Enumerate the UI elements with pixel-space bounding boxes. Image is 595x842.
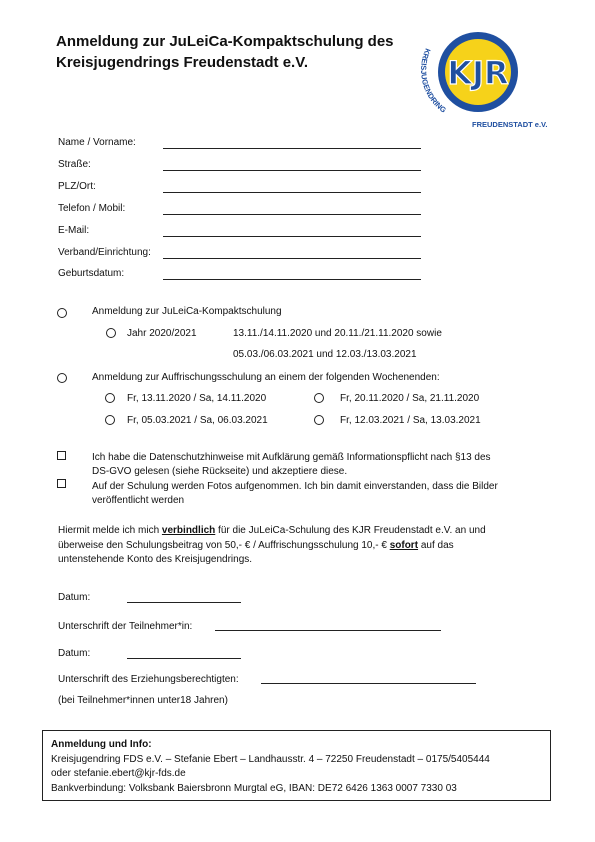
- radio-auffrischung[interactable]: [57, 373, 67, 383]
- field-line-strasse[interactable]: [163, 170, 421, 171]
- auffrischung-label: Anmeldung zur Auffrischungsschulung an einem der folgenden Wochenenden:: [92, 372, 440, 383]
- kompakt-label: Anmeldung zur JuLeiCa-Kompaktschulung: [92, 306, 282, 317]
- declaration-text-a: Hiermit melde ich mich: [58, 525, 162, 536]
- kjr-logo: [412, 26, 548, 130]
- logo-letters: KJR: [447, 54, 509, 92]
- checkbox-datenschutz[interactable]: [57, 451, 66, 460]
- field-label-telefon: Telefon / Mobil:: [58, 203, 126, 214]
- teilnehmer-signature-label: Unterschrift der Teilnehmer*in:: [58, 621, 193, 632]
- option-20-11-2020-label: Fr, 20.11.2020 / Sa, 21.11.2020: [340, 393, 480, 404]
- title-line-2: Kreisjugendrings Freudenstadt e.V.: [56, 54, 309, 71]
- field-line-verband[interactable]: [163, 258, 421, 259]
- field-line-name[interactable]: [163, 148, 421, 149]
- option-13-11-2020-label: Fr, 13.11.2020 / Sa, 14.11.2020: [127, 393, 267, 404]
- erziehung-signature-label: Unterschrift des Erziehungsberechtigten:: [58, 674, 239, 685]
- fotos-line-2: veröffentlicht werden: [92, 495, 185, 506]
- declaration-line-3: untenstehende Konto des Kreisjugendrings.: [58, 554, 253, 565]
- erziehung-signature-line[interactable]: [261, 683, 476, 684]
- age-note: (bei Teilnehmer*innen unter18 Jahren): [58, 695, 228, 706]
- declaration-line-1: [58, 524, 528, 539]
- info-email-line[interactable]: oder stefanie.ebert@kjr-fds.de: [51, 768, 186, 779]
- radio-option-05-03-2021[interactable]: [105, 415, 115, 425]
- radio-jahr-2020-2021[interactable]: [106, 328, 116, 338]
- logo-ring-text-2: FREUDENSTADT e.V.: [472, 120, 548, 129]
- field-line-telefon[interactable]: [163, 214, 421, 215]
- declaration-sofort: sofort: [389, 539, 419, 551]
- kompakt-dates-line-1: 13.11./14.11.2020 und 20.11./21.11.2020 sowie: [233, 328, 442, 339]
- option-12-03-2021-label: Fr, 12.03.2021 / Sa, 13.03.2021: [340, 415, 481, 426]
- declaration-text-b: für die JuLeiCa-Schulung des KJR Freudenstadt e.V. an und: [215, 525, 486, 536]
- checkbox-fotos[interactable]: [57, 479, 66, 488]
- info-box: [42, 730, 551, 801]
- field-label-strasse: Straße:: [58, 159, 91, 170]
- radio-kompaktschulung[interactable]: [57, 308, 67, 318]
- kjr-logo-graphic: [412, 26, 548, 130]
- field-label-plz-ort: PLZ/Ort:: [58, 181, 96, 192]
- kompakt-dates-line-2: 05.03./06.03.2021 und 12.03./13.03.2021: [233, 349, 417, 360]
- declaration-text-d: auf das: [418, 539, 454, 551]
- radio-option-20-11-2020[interactable]: [314, 393, 324, 403]
- logo-ring-text: KREISJUGENDRING: [419, 47, 448, 115]
- radio-option-12-03-2021[interactable]: [314, 415, 324, 425]
- field-line-geburtsdatum[interactable]: [163, 279, 421, 280]
- datum-line-2[interactable]: [127, 658, 241, 659]
- radio-option-13-11-2020[interactable]: [105, 393, 115, 403]
- kompakt-year-label: Jahr 2020/2021: [127, 328, 197, 339]
- info-heading: Anmeldung und Info:: [51, 739, 152, 750]
- datum-label-2: Datum:: [58, 648, 91, 659]
- info-bank-line: Bankverbindung: Volksbank Baiersbronn Murgtal eG, IBAN: DE72 6426 1363 0007 7330 03: [51, 782, 457, 794]
- field-label-verband: Verband/Einrichtung:: [58, 247, 151, 258]
- datenschutz-line-1: Ich habe die Datenschutzhinweise mit Aufklärung gemäß Informationspflicht nach §13 des: [92, 452, 491, 463]
- datenschutz-line-2: DS-GVO gelesen (siehe Rückseite) und akzeptiere diese.: [92, 466, 348, 477]
- declaration-paragraph: [58, 524, 528, 568]
- field-label-geburtsdatum: Geburtsdatum:: [58, 268, 125, 279]
- title-line-1: Anmeldung zur JuLeiCa-Kompaktschulung des: [56, 33, 394, 50]
- option-05-03-2021-label: Fr, 05.03.2021 / Sa, 06.03.2021: [127, 415, 268, 426]
- info-contact-line: Kreisjugendring FDS e.V. – Stefanie Ebert – Landhausstr. 4 – 72250 Freudenstadt – 0175/5405444: [51, 753, 490, 765]
- field-label-name: Name / Vorname:: [58, 137, 136, 148]
- field-line-email[interactable]: [163, 236, 421, 237]
- page-title: [56, 31, 416, 73]
- declaration-line-2: [58, 539, 528, 554]
- declaration-text-c: überweise den Schulungsbeitrag von 50,- € / Auffrischungsschulung 10,- €: [58, 539, 390, 551]
- datum-label-1: Datum:: [58, 592, 91, 603]
- fotos-line-1: Auf der Schulung werden Fotos aufgenommen. Ich bin damit einverstanden, dass die Bilder: [92, 481, 498, 492]
- field-label-email: E-Mail:: [58, 225, 90, 236]
- declaration-verbindlich: verbindlich: [161, 525, 216, 536]
- datum-line-1[interactable]: [127, 602, 241, 603]
- field-line-plz-ort[interactable]: [163, 192, 421, 193]
- teilnehmer-signature-line[interactable]: [215, 630, 441, 631]
